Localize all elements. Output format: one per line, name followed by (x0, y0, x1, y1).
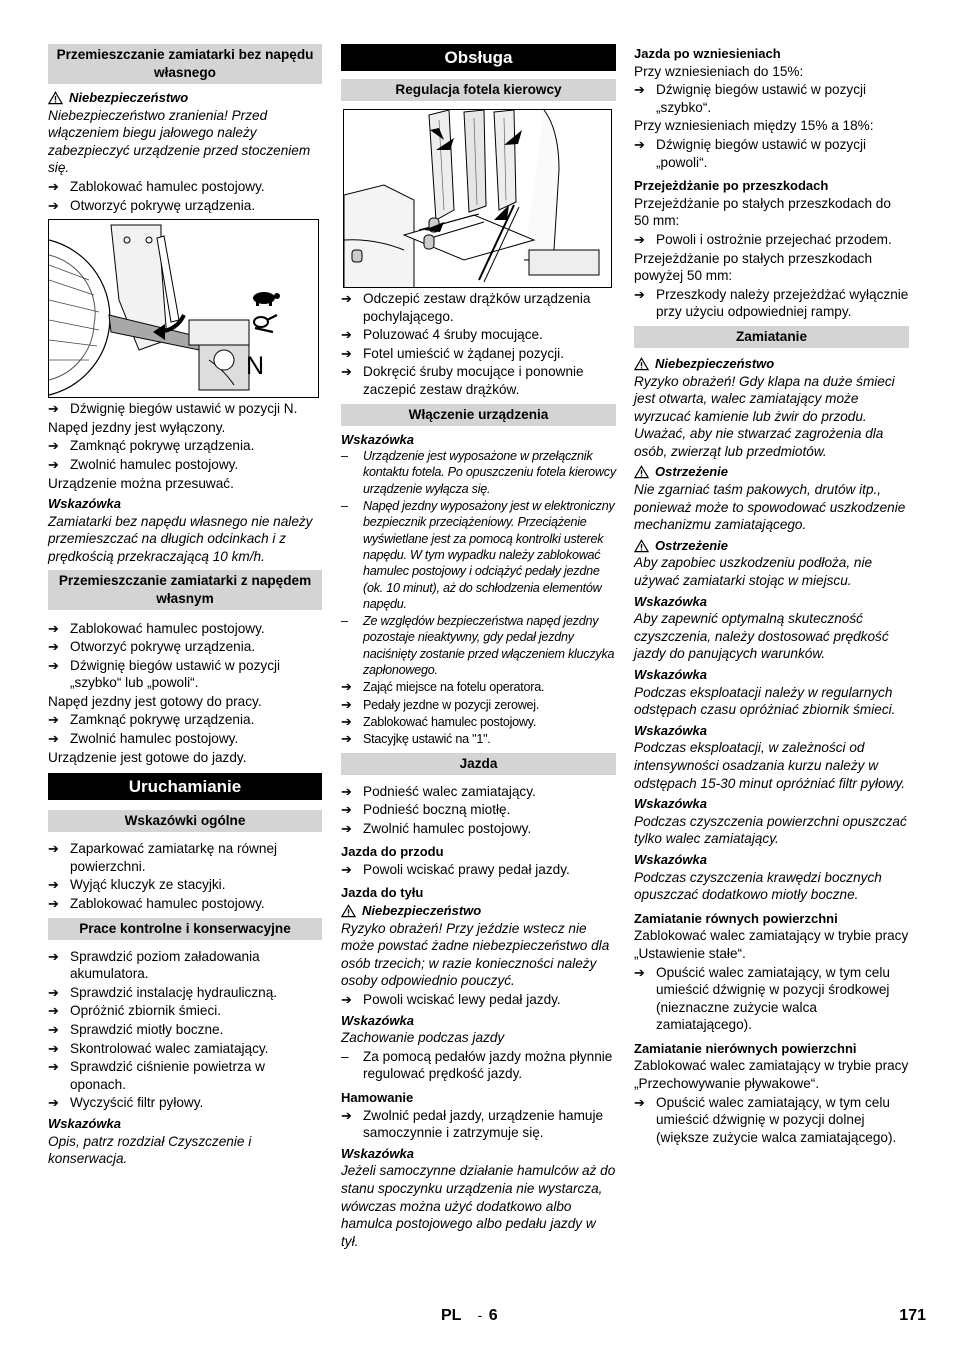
arrow-icon: ➔ (341, 820, 352, 836)
arrow-icon: ➔ (48, 1095, 59, 1111)
arrow-icon: ➔ (48, 620, 59, 636)
arrow-icon: ➔ (341, 713, 352, 729)
paragraph: Przejeżdżanie po stałych przeszkodach do 50 mm: (634, 195, 891, 229)
arrow-icon: ➔ (48, 841, 59, 857)
paragraph: Zablokować walec zamiatający w trybie pracy „Przechowywanie pływakowe“. (634, 1058, 909, 1092)
step-item (341, 290, 616, 325)
section-heading: Prace kontrolne i konserwacyjne (48, 918, 322, 940)
subheading: Jazda po wzniesieniach (634, 46, 781, 61)
page-number: 171 (899, 1307, 926, 1324)
warning-label: Ostrzeżenie (634, 537, 909, 555)
arrow-icon: ➔ (341, 291, 352, 306)
paragraph: Przy wzniesieniach między 15% a 18%: (634, 118, 874, 134)
dash-item (341, 498, 616, 612)
step-item (341, 697, 616, 713)
step-item (634, 81, 909, 116)
step-item (48, 437, 322, 455)
dash-text: Napęd jezdny wyposażony jest w elektroniczny bezpiecznik przeciążeniowy. Przeciążenie wyświetlane jest za pomocą kontrolki usterek napędu. W tym wypadku należy zablokować hamulec postojowy i odciążyć pedały jezdne (ok. 10 minut), aż do schłodzenia elementów napędu. (363, 499, 615, 611)
arrow-icon: ➔ (341, 327, 352, 343)
danger-label: Niebezpieczeństwo (634, 355, 909, 373)
step-item (634, 136, 909, 171)
paragraph: Zablokować walec zamiatający w trybie pracy „Ustawienie stałe“. (634, 928, 909, 961)
step-text: Przeszkody należy przejeżdżać wyłącznie przy użyciu odpowiedniej rampy. (656, 286, 909, 320)
dash-marker: – (341, 449, 348, 464)
arrow-icon: ➔ (48, 1003, 59, 1019)
step-text: Sprawdzić ciśnienie powietrza w oponach. (70, 1059, 265, 1092)
note-label: Wskazówka (341, 431, 414, 447)
arrow-icon: ➔ (341, 802, 352, 818)
step-text: Zwolnić hamulec postojowy. (70, 456, 239, 472)
step-item (341, 861, 616, 879)
note-label: Wskazówka (634, 722, 707, 738)
step-item (341, 1107, 616, 1142)
warning-text: Aby zapobiec uszkodzeniu podłoża, nie używać zamiatarki stojąc w miejscu. (634, 555, 873, 589)
subheading: Zamiatanie równych powierzchni (634, 910, 838, 926)
step-text: Zablokować hamulec postojowy. (70, 896, 265, 912)
step-item (48, 456, 322, 474)
step-text: Opuścić walec zamiatający, w tym celu umieścić dźwignię w pozycji dolnej (większe zużycie walca zamiatającego). (656, 1094, 897, 1145)
subheading: Jazda do przodu (341, 844, 444, 860)
step-text: Zamknąć pokrywę urządzenia. (70, 438, 255, 454)
step-text: Zamknąć pokrywę urządzenia. (70, 712, 255, 728)
note-text: Podczas eksploatacji należy w regularnych odstępach czasu opróżniać zbiornik śmieci. (634, 684, 896, 718)
warning-triangle-icon (634, 465, 649, 479)
step-list (341, 290, 616, 399)
step-item (341, 783, 616, 801)
step-item (48, 876, 322, 894)
arrow-icon: ➔ (341, 679, 352, 695)
warning-text: Nie zgarniać taśm pakowych, drutów itp., ponieważ może to spowodować uszkodzenie mechanizmu zamiatającego. (634, 482, 906, 533)
step-list (341, 1107, 616, 1142)
step-list (48, 711, 322, 747)
step-item (48, 620, 322, 638)
column-2 (341, 44, 616, 1251)
note-label: Wskazówka (48, 1115, 121, 1131)
note-label: Wskazówka (634, 796, 707, 812)
step-text: Zwolnić pedał jazdy, urządzenie hamuje samoczynnie i zatrzymuje się. (363, 1107, 604, 1141)
note-text: Podczas czyszczenia powierzchni opuszczać tylko walec zamiatający. (634, 813, 907, 847)
arrow-icon: ➔ (634, 286, 645, 302)
step-text: Dźwignię biegów ustawić w pozycji N. (70, 401, 298, 417)
step-text: Wyczyścić filtr pyłowy. (70, 1095, 204, 1111)
step-list (634, 286, 909, 321)
note-text: Podczas czyszczenia krawędzi bocznych opuszczać dodatkowo miotły boczne. (634, 869, 882, 903)
arrow-icon: ➔ (341, 1107, 352, 1123)
note-text: Opis, patrz rozdział Czyszczenie i konserwacja. (48, 1133, 252, 1167)
arrow-icon: ➔ (48, 1059, 59, 1075)
arrow-icon: ➔ (48, 877, 59, 893)
step-item (48, 1002, 322, 1020)
step-item (634, 286, 909, 321)
step-item (341, 679, 616, 695)
arrow-icon: ➔ (341, 992, 352, 1008)
warning-label: Ostrzeżenie (634, 463, 909, 481)
step-list (48, 620, 322, 692)
step-item (48, 638, 322, 656)
note-text: Zachowanie podczas jazdy (341, 1030, 505, 1046)
section-heading: Przemieszczanie zamiatarki z napędem własnym (48, 570, 322, 610)
warning-triangle-icon (48, 91, 63, 105)
step-text: Dokręcić śruby mocujące i ponownie zaczepić zestaw drążków. (363, 364, 584, 397)
arrow-icon: ➔ (48, 178, 59, 194)
step-text: Zwolnić hamulec postojowy. (363, 820, 532, 836)
section-heading: Przemieszczanie zamiatarki bez napędu własnego (48, 44, 322, 84)
arrow-icon: ➔ (48, 1022, 59, 1037)
arrow-icon: ➔ (48, 984, 59, 1000)
note-text: Jeżeli samoczynne działanie hamulców aż do stanu spoczynku urządzenia nie wystarcza, wówczas można użyć dodatkowo albo hamulca postojowego albo pedału jazdy w tył. (341, 1163, 616, 1249)
step-text: Otworzyć pokrywę urządzenia. (70, 197, 256, 213)
step-list (341, 783, 616, 838)
step-item (48, 895, 322, 913)
step-item (48, 1058, 322, 1093)
step-item (341, 991, 616, 1009)
step-text: Pedały jezdne w pozycji zerowej. (363, 697, 540, 712)
step-text: Otworzyć pokrywę urządzenia. (70, 639, 256, 655)
step-list (341, 679, 616, 747)
step-text: Poluzować 4 śruby mocujące. (363, 327, 543, 343)
section-heading: Regulacja fotela kierowcy (341, 79, 616, 101)
arrow-icon: ➔ (48, 401, 59, 417)
step-list (48, 400, 322, 418)
subheading: Hamowanie (341, 1090, 414, 1105)
step-list (634, 231, 909, 249)
paragraph: Urządzenie jest gotowe do jazdy. (48, 749, 247, 765)
step-item (48, 948, 322, 983)
paragraph: Przejeżdżanie po stałych przeszkodach powyżej 50 mm: (634, 250, 873, 284)
section-heading: Jazda (341, 753, 616, 775)
warning-triangle-icon (634, 357, 649, 371)
paragraph: Napęd jezdny jest wyłączony. (48, 419, 226, 435)
step-item (48, 197, 322, 215)
step-item (341, 714, 616, 730)
step-text: Powoli wciskać prawy pedał jazdy. (363, 861, 570, 877)
gear-lever-figure (48, 219, 319, 398)
arrow-icon: ➔ (48, 731, 59, 747)
step-item (48, 1021, 322, 1039)
figure-label-n: N (246, 352, 265, 381)
section-heading: Włączenie urządzenia (341, 404, 616, 426)
arrow-icon: ➔ (341, 861, 352, 877)
step-text: Dźwignię biegów ustawić w pozycji „powoli“. (656, 136, 867, 170)
step-text: Fotel umieścić w żądanej pozycji. (363, 345, 564, 361)
arrow-icon: ➔ (634, 136, 645, 152)
arrow-icon: ➔ (634, 1094, 645, 1110)
note-label: Wskazówka (634, 851, 707, 867)
paragraph: Napęd jezdny jest gotowy do pracy. (48, 693, 262, 709)
step-text: Powoli i ostrożnie przejechać przodem. (656, 231, 892, 247)
step-text: Opróżnić zbiornik śmieci. (70, 1003, 222, 1019)
step-item (48, 400, 322, 418)
step-item (48, 730, 322, 748)
chapter-heading: Obsługa (341, 44, 616, 71)
step-text: Opuścić walec zamiatający, w tym celu umieścić dźwignię w pozycji środkowej (nieznaczne zużycie walca zamiatającego). (656, 964, 890, 1033)
step-text: Dźwignię biegów ustawić w pozycji „szybko“ lub „powoli“. (70, 657, 281, 691)
gear-lever-illustration (49, 220, 319, 398)
arrow-icon: ➔ (341, 783, 352, 799)
step-list (48, 437, 322, 473)
arrow-icon: ➔ (341, 696, 352, 712)
step-item (48, 657, 322, 692)
step-text: Sprawdzić poziom załadowania akumulatora. (70, 948, 260, 982)
danger-text: Ryzyko obrażeń! Gdy klapa na duże śmieci jest otwarta, walec zamiatający może wyrzucać kamienie lub żwir do przodu. Uważać, aby nie stwarzać zagrożenia dla osób, zwierząt lub przedmiotów. (634, 373, 895, 459)
step-item (341, 731, 616, 747)
step-item (48, 178, 322, 196)
arrow-icon: ➔ (48, 197, 59, 213)
step-text: Podnieść boczną miotłę. (363, 802, 511, 818)
column-1 (48, 44, 322, 1169)
step-text: Dźwignię biegów ustawić w pozycji „szybko“. (656, 82, 867, 115)
step-item (48, 984, 322, 1002)
arrow-icon: ➔ (48, 657, 59, 673)
danger-label: Niebezpieczeństwo (48, 89, 322, 107)
step-text: Skontrolować walec zamiatający. (70, 1040, 269, 1056)
note-text: Podczas eksploatacji, w zależności od intensywności osadzania kurzu należy w odstępach 15-30 minut opróżniać filtr pyłowy. (634, 740, 906, 791)
arrow-icon: ➔ (341, 345, 352, 361)
dash-text: Urządzenie jest wyposażone w przełącznik kontaktu fotela. Po opuszczeniu fotela kierowcy urządzenie wyłącza się. (363, 449, 616, 496)
note-label: Wskazówka (48, 496, 121, 512)
step-item (48, 711, 322, 729)
dash-marker: – (341, 1048, 349, 1064)
step-item (341, 820, 616, 838)
note-text: Aby zapewnić optymalną skuteczność czyszczenia, należy dostosować prędkość jazdy do panujących warunków. (634, 611, 889, 662)
step-item (48, 840, 322, 875)
arrow-icon: ➔ (48, 1040, 59, 1056)
arrow-icon: ➔ (341, 364, 352, 380)
seat-adjust-illustration (344, 110, 612, 288)
dash-list (341, 448, 616, 678)
arrow-icon: ➔ (48, 948, 59, 964)
note-label: Wskazówka (634, 667, 707, 682)
paragraph: Przy wzniesieniach do 15%: (634, 63, 804, 79)
arrow-icon: ➔ (48, 712, 59, 728)
section-heading: Wskazówki ogólne (48, 810, 322, 832)
chapter-heading: Uruchamianie (48, 773, 322, 800)
section-heading: Zamiatanie (634, 326, 909, 348)
step-text: Zablokować hamulec postojowy. (70, 178, 265, 194)
step-item (341, 363, 616, 398)
step-text: Zająć miejsce na fotelu operatora. (363, 680, 545, 695)
arrow-icon: ➔ (341, 731, 352, 747)
footer-language: PL - 6 (441, 1307, 498, 1324)
danger-text: Ryzyko obrażeń! Przy jeździe wstecz nie może powstać żadne niebezpieczeństwo dla osób trzecich; w razie konieczności należy osoby odpowiednio pouczyć. (341, 920, 610, 989)
step-text: Wyjąć kluczyk ze stacyjki. (70, 877, 226, 893)
dash-text: Za pomocą pedałów jazdy można płynnie regulować prędkość jazdy. (363, 1048, 613, 1082)
subheading: Jazda do tyłu (341, 885, 424, 901)
arrow-icon: ➔ (48, 639, 59, 655)
paragraph: Urządzenie można przesuwać. (48, 475, 234, 491)
dash-text: Ze względów bezpieczeństwa napęd jezdny pozostaje nieaktywny, gdy pedał jezdny naciśnięty zostanie przed włączeniem kluczyka zapłonowego. (363, 614, 615, 678)
step-list (634, 136, 909, 171)
arrow-icon: ➔ (634, 231, 645, 247)
arrow-icon: ➔ (48, 456, 59, 472)
step-item (634, 964, 909, 1034)
step-item (341, 801, 616, 819)
step-text: Zablokować hamulec postojowy. (70, 620, 265, 636)
danger-label: Niebezpieczeństwo (341, 902, 616, 920)
step-item (634, 231, 909, 249)
step-list (341, 861, 616, 879)
step-text: Zaparkować zamiatarkę na równej powierzchni. (70, 841, 278, 874)
step-item (48, 1040, 322, 1058)
column-3 (634, 44, 909, 1147)
step-item (341, 326, 616, 344)
step-text: Stacyjkę ustawić na "1". (363, 732, 491, 747)
dash-item (341, 448, 616, 497)
step-text: Zwolnić hamulec postojowy. (70, 731, 239, 747)
step-item (48, 1094, 322, 1112)
dash-item (341, 1048, 616, 1083)
step-list (48, 948, 322, 1112)
arrow-icon: ➔ (48, 438, 59, 454)
arrow-icon: ➔ (48, 896, 59, 912)
step-text: Odczepić zestaw drążków urządzenia pochylającego. (363, 291, 591, 324)
seat-adjust-figure (343, 109, 612, 288)
arrow-icon: ➔ (634, 964, 645, 980)
step-list (341, 991, 616, 1009)
note-label: Wskazówka (341, 1145, 414, 1161)
warning-triangle-icon (341, 904, 356, 918)
step-text: Zablokować hamulec postojowy. (363, 714, 537, 729)
dash-list (341, 1048, 616, 1083)
step-list (48, 840, 322, 912)
danger-text: Niebezpieczeństwo zranienia! Przed włączeniem biegu jałowego należy zabezpieczyć urządzenie przed stoczeniem się. (48, 107, 311, 176)
step-text: Sprawdzić instalację hydrauliczną. (70, 984, 278, 1000)
dash-marker: – (341, 614, 348, 629)
note-label: Wskazówka (634, 593, 707, 609)
warning-triangle-icon (634, 539, 649, 553)
step-text: Podnieść walec zamiatający. (363, 783, 536, 799)
step-list (634, 964, 909, 1034)
step-item (341, 345, 616, 363)
step-text: Sprawdzić miotły boczne. (70, 1022, 224, 1037)
step-list (48, 178, 322, 214)
note-text: Zamiatarki bez napędu własnego nie należy przemieszczać na długich odcinkach i z prędkością przekraczającą 10 km/h. (48, 513, 313, 564)
dash-marker: – (341, 499, 348, 514)
note-label: Wskazówka (341, 1012, 414, 1028)
step-list (634, 81, 909, 116)
dash-item (341, 613, 616, 678)
arrow-icon: ➔ (634, 82, 645, 98)
subheading: Przejeżdżanie po przeszkodach (634, 178, 829, 194)
step-item (634, 1094, 909, 1147)
step-text: Powoli wciskać lewy pedał jazdy. (363, 992, 561, 1008)
step-list (634, 1094, 909, 1147)
subheading: Zamiatanie nierównych powierzchni (634, 1040, 857, 1056)
